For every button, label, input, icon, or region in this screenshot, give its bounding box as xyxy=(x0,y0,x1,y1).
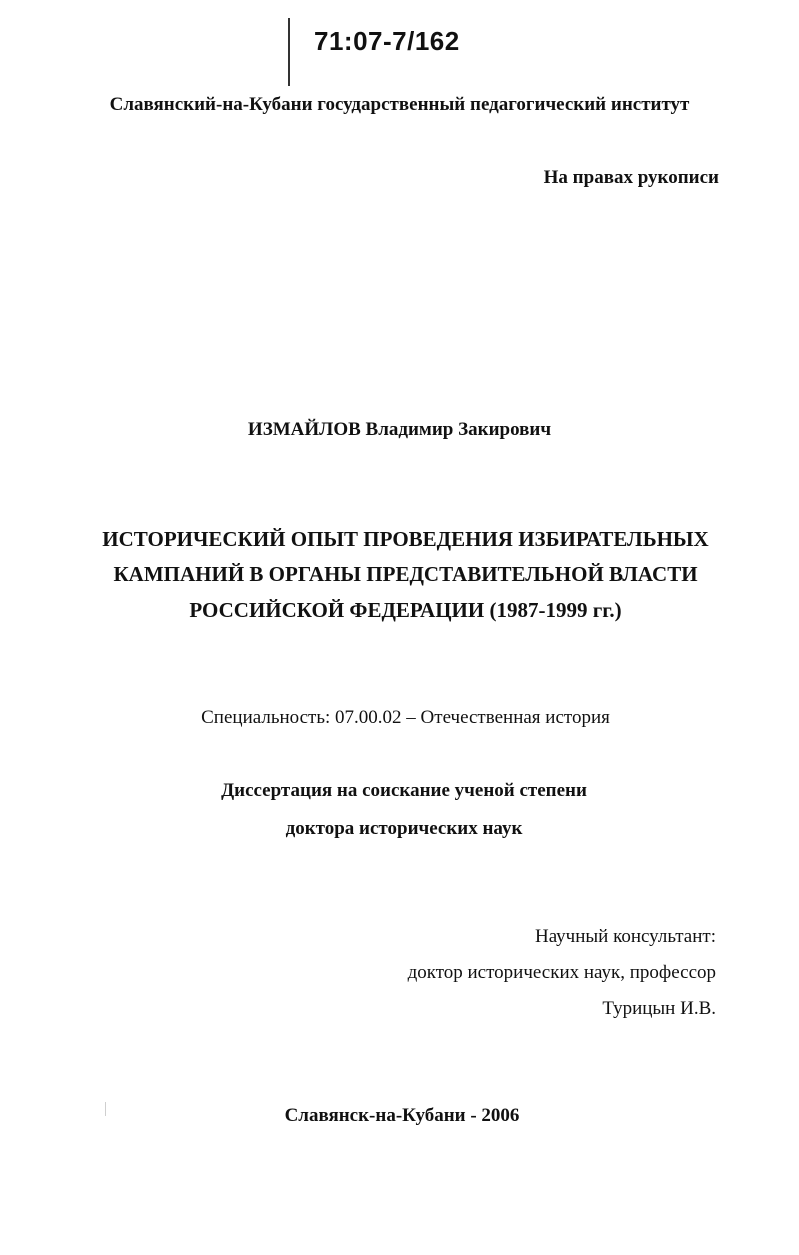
title-line-2: КАМПАНИЙ В ОРГАНЫ ПРЕДСТАВИТЕЛЬНОЙ ВЛАСТИ xyxy=(113,562,698,586)
manuscript-note: На правах рукописи xyxy=(543,167,719,188)
archive-code: 71:07-7/162 xyxy=(314,26,460,56)
stamp-divider xyxy=(288,18,290,86)
title-line-1: ИСТОРИЧЕСКИЙ ОПЫТ ПРОВЕДЕНИЯ ИЗБИРАТЕЛЬНЫХ xyxy=(102,527,709,551)
consultant-label: Научный консультант: xyxy=(534,926,716,947)
specialty: Специальность: 07.00.02 – Отечественная история xyxy=(201,707,610,728)
place-year: Славянск-на-Кубани - 2006 xyxy=(284,1105,520,1126)
title-line-3: РОССИЙСКОЙ ФЕДЕРАЦИИ (1987-1999 гг.) xyxy=(189,598,622,622)
consultant-degree: доктор исторических наук, профессор xyxy=(407,962,716,983)
dissertation-line-1: Диссертация на соискание ученой степени xyxy=(221,780,587,801)
dissertation-line-2: доктора исторических наук xyxy=(285,818,523,839)
institution-name: Славянский-на-Кубани государственный педагогический институт xyxy=(109,94,690,115)
consultant-name: Турицын И.В. xyxy=(602,998,716,1019)
author-name: ИЗМАЙЛОВ Владимир Закирович xyxy=(247,419,552,440)
